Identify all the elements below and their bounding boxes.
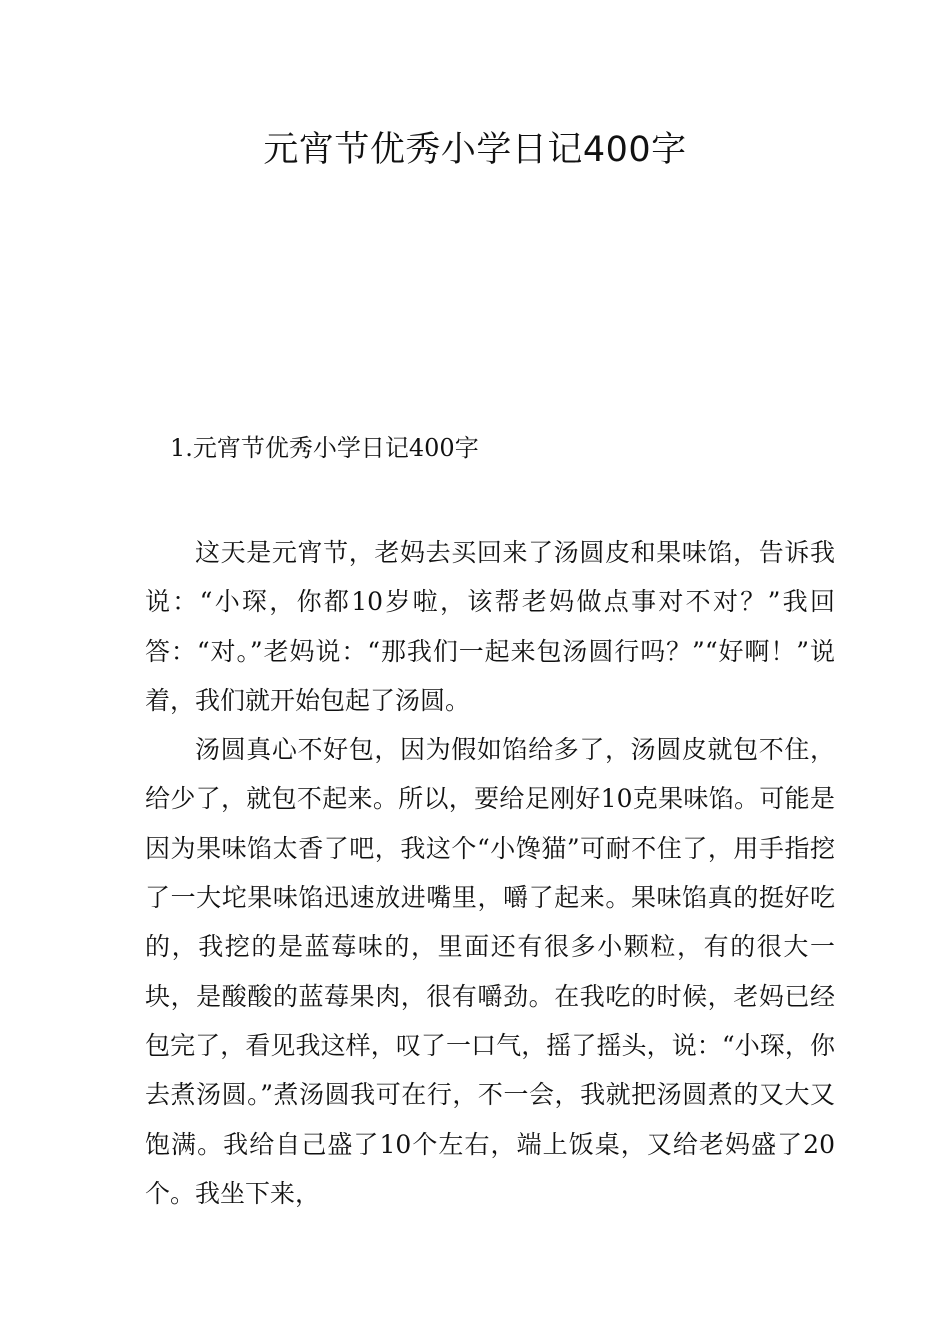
paragraph-1: 这天是元宵节，老妈去买回来了汤圆皮和果味馅，告诉我说：“小琛，你都10岁啦，该帮老妈做点事对不对？”我回答：“对。”老妈说：“那我们一起来包汤圆行吗？”“好啊！”说着，我们就开始包起了汤圆。 [145,538,835,715]
paragraph-2: 汤圆真心不好包，因为假如馅给多了，汤圆皮就包不住，给少了，就包不起来。所以，要给足刚好10克果味馅。可能是因为果味馅太香了吧，我这个“小馋猫”可耐不住了，用手指挖了一大坨果味馅迅速放进嘴里，嚼了起来。果味馅真的挺好吃的，我挖的是蓝莓味的，里面还有很多小颗粒，有的很大一块，是酸酸的蓝莓果肉，很有嚼劲。在我吃的时候，老妈已经包完了，看见我这样，叹了一口气，摇了摇头，说：“小琛，你去煮汤圆。”煮汤圆我可在行，不一会，我就把汤圆煮的又大又饱满。我给自己盛了10个左右，端上饭桌，又给老妈盛了20个。我坐下来， [145,735,835,1208]
document-title: 元宵节优秀小学日记400字 [263,130,687,170]
section-heading: 1.元宵节优秀小学日记400字 [170,434,479,462]
body-text [145,528,835,1218]
